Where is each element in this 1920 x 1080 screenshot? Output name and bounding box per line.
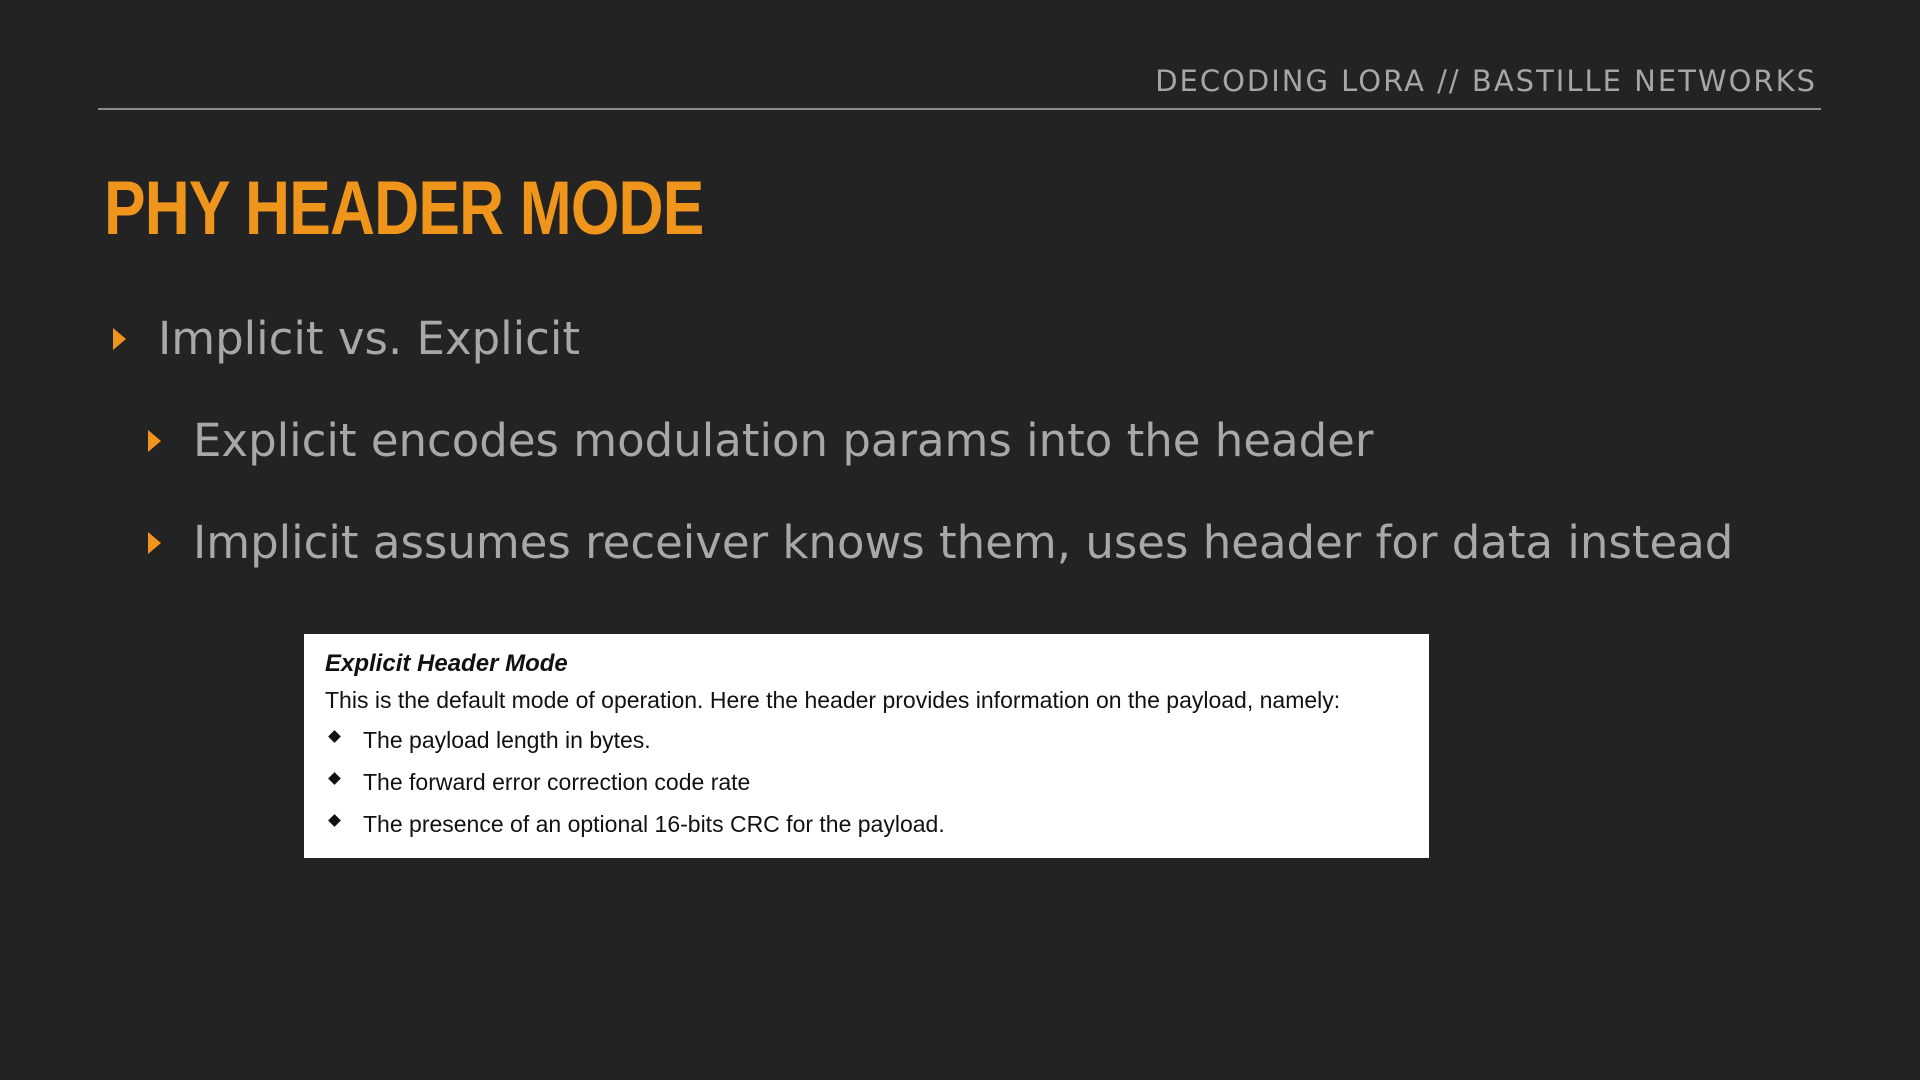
- bullet-level2: [148, 414, 1373, 467]
- list-item-text: The forward error correction code rate: [363, 768, 751, 795]
- diamond-bullet-icon: [328, 772, 341, 785]
- slide-title: PHY HEADER MODE: [104, 166, 704, 251]
- triangle-right-icon: [113, 328, 126, 350]
- header-divider: [98, 108, 1821, 110]
- list-item-text: The presence of an optional 16-bits CRC for the payload.: [363, 810, 945, 837]
- list-item: [325, 761, 1429, 803]
- list-item: [325, 719, 1429, 761]
- excerpt-title: Explicit Header Mode: [325, 650, 568, 677]
- bullet-text: Explicit encodes modulation params into the header: [193, 414, 1374, 467]
- bullet-text: Implicit vs. Explicit: [158, 312, 581, 365]
- triangle-right-icon: [148, 532, 161, 554]
- diamond-bullet-icon: [328, 814, 341, 827]
- list-item-text: The payload length in bytes.: [363, 726, 651, 753]
- excerpt-intro: This is the default mode of operation. Here the header provides information on the payload, namely:: [325, 687, 1341, 713]
- datasheet-excerpt: [304, 634, 1429, 858]
- bullet-level2: [148, 516, 1733, 569]
- bullet-level1: [113, 312, 580, 365]
- excerpt-list: [325, 719, 1429, 845]
- slide-header: DECODING LORA // BASTILLE NETWORKS: [1155, 64, 1817, 98]
- triangle-right-icon: [148, 430, 161, 452]
- list-item: [325, 803, 1429, 845]
- bullet-text: Implicit assumes receiver knows them, uses header for data instead: [193, 516, 1734, 569]
- diamond-bullet-icon: [328, 730, 341, 743]
